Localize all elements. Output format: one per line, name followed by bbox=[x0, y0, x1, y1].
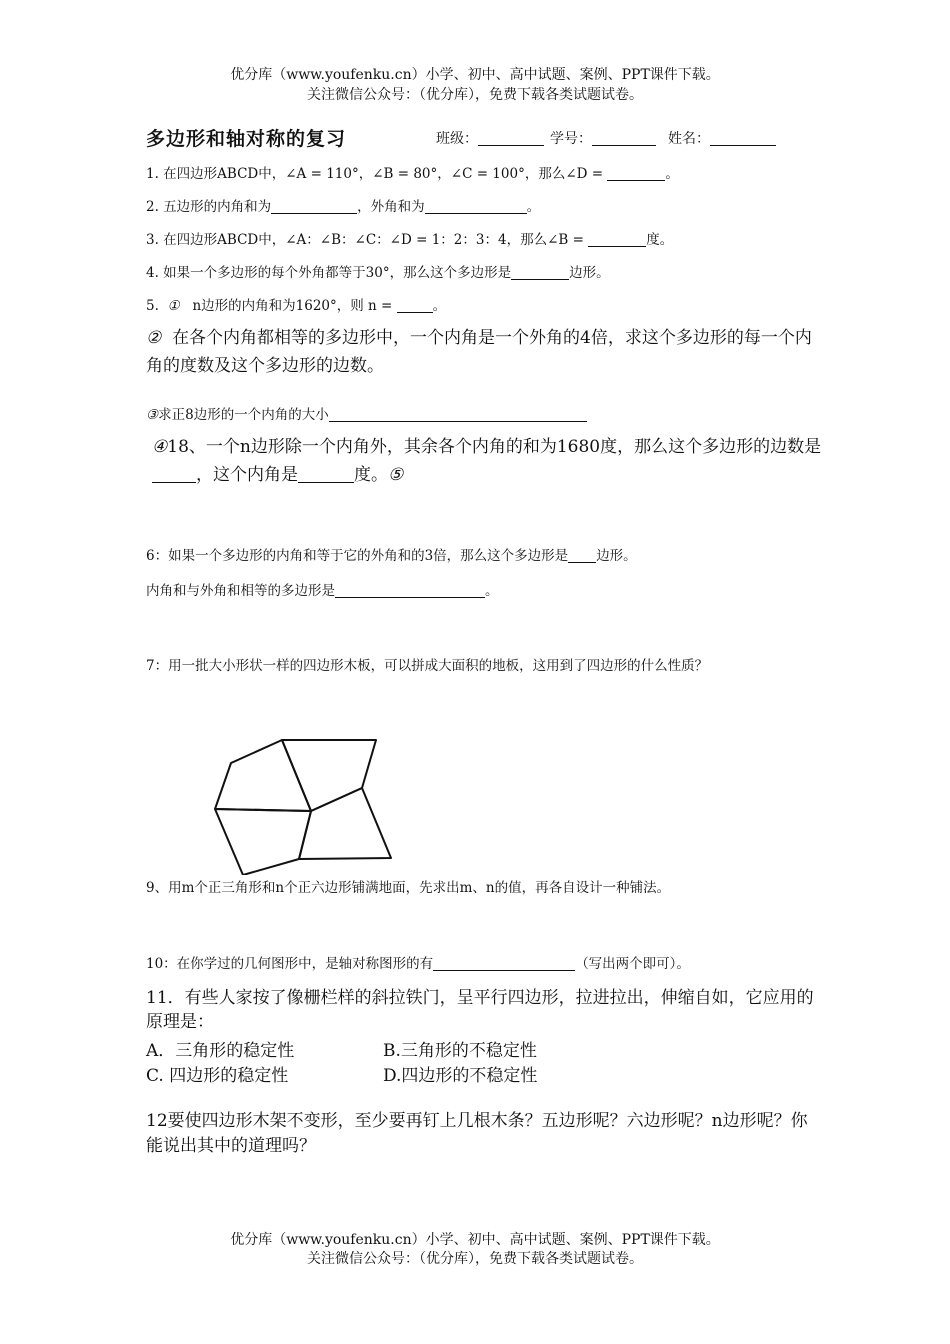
option-d[interactable]: D.四边形的不稳定性 bbox=[383, 1066, 538, 1086]
question-2-text-b: ，外角和为 bbox=[357, 199, 425, 215]
circle-4-marker: ④ bbox=[152, 437, 168, 457]
question-7-text: 7：用一批大小形状一样的四边形木板，可以拼成大面积的地板，这用到了四边形的什么性质？ bbox=[146, 658, 709, 674]
question-5-end: 。 bbox=[432, 298, 447, 314]
answer-blank-1[interactable] bbox=[607, 167, 665, 182]
name-blank[interactable] bbox=[710, 131, 776, 146]
answer-blank-5-4a[interactable] bbox=[152, 465, 196, 483]
number-blank[interactable] bbox=[592, 131, 656, 146]
question-5-2 bbox=[146, 324, 816, 380]
circle-1-marker: ① bbox=[167, 298, 180, 314]
question-5-4-end: 度。 bbox=[354, 465, 388, 485]
question-5-2-text: 在各个内角都相等的多边形中，一个内角是一个外角的4倍，求这个多边形的每一个内角的度数及这个多边形的边数。 bbox=[146, 328, 812, 376]
quadrilateral-tiling-figure bbox=[205, 735, 405, 875]
class-field[interactable] bbox=[436, 128, 544, 148]
question-5-3 bbox=[146, 405, 587, 425]
question-6-end: 边形。 bbox=[596, 548, 637, 564]
answer-blank-2b[interactable] bbox=[425, 200, 527, 215]
question-1-end: 。 bbox=[665, 166, 679, 182]
footer-line-2: 关注微信公众号：（优分库），免费下载各类试题试卷。 bbox=[307, 1251, 643, 1267]
question-1-text: 1. 在四边形ABCD中，∠A = 110°，∠B = 80°，∠C = 100°，那么∠D = bbox=[146, 166, 604, 182]
tile-quad-2 bbox=[282, 740, 376, 811]
answer-blank-10[interactable] bbox=[433, 957, 575, 972]
name-field[interactable] bbox=[668, 128, 776, 148]
question-12-text: 12要使四边形木架不变形，至少要再钉上几根木条？五边形呢？六边形呢？n边形呢？你能说出其中的道理吗？ bbox=[146, 1111, 808, 1156]
answer-blank-4[interactable] bbox=[511, 266, 569, 281]
question-1 bbox=[146, 164, 679, 184]
question-10 bbox=[146, 954, 690, 974]
circle-3-marker: ③ bbox=[146, 407, 159, 423]
question-12 bbox=[146, 1109, 814, 1159]
option-c[interactable]: C. 四边形的稳定性 bbox=[146, 1066, 289, 1086]
number-label: 学号： bbox=[550, 131, 592, 147]
question-4 bbox=[146, 263, 610, 283]
header-line-2: 关注微信公众号：（优分库），免费下载各类试题试卷。 bbox=[307, 87, 643, 103]
circle-5-marker: ⑤ bbox=[388, 465, 404, 485]
question-5-4-text: 18、一个n边形除一个内角外，其余各个内角的和为1680度，那么这个多边形的边数是 bbox=[167, 437, 822, 457]
question-2-text-a: 2. 五边形的内角和为 bbox=[146, 199, 272, 215]
answer-blank-3[interactable] bbox=[588, 233, 646, 248]
answer-blank-5-4b[interactable] bbox=[298, 465, 354, 483]
question-6b-text: 内角和与外角和相等的多边形是 bbox=[146, 583, 335, 599]
question-3-end: 度。 bbox=[646, 232, 674, 248]
question-10-end: （写出两个即可）。 bbox=[575, 956, 690, 972]
question-11 bbox=[146, 986, 826, 1034]
question-6-text: 6：如果一个多边形的内角和等于它的外角和的3倍，那么这个多边形是 bbox=[146, 548, 569, 564]
question-5-text: n边形的内角和为1620°，则 n = bbox=[192, 298, 393, 314]
question-5-4 bbox=[152, 433, 822, 489]
tile-quad-3 bbox=[215, 809, 311, 875]
class-label: 班级： bbox=[436, 131, 478, 147]
question-6 bbox=[146, 546, 637, 566]
question-3-text: 3. 在四边形ABCD中，∠A：∠B：∠C：∠D = 1：2：3：4，那么∠B = bbox=[146, 232, 584, 248]
question-5 bbox=[146, 296, 446, 316]
option-b[interactable]: B.三角形的不稳定性 bbox=[383, 1041, 537, 1061]
footer-line-1: 优分库（www.youfenku.cn）小学、初中、高中试题、案例、PPT课件下载。 bbox=[230, 1232, 720, 1248]
page-title: 多边形和轴对称的复习 bbox=[146, 128, 347, 150]
question-3 bbox=[146, 230, 673, 250]
answer-blank-6[interactable] bbox=[568, 549, 596, 564]
option-a[interactable]: A．三角形的稳定性 bbox=[146, 1041, 295, 1061]
question-5-number: 5. bbox=[146, 298, 159, 314]
name-label: 姓名： bbox=[668, 131, 710, 147]
answer-blank-5-3[interactable] bbox=[329, 408, 587, 423]
question-5-3-text: 求正8边形的一个内角的大小 bbox=[158, 407, 329, 423]
question-9-text: 9、用m个正三角形和n个正六边形铺满地面，先求出m、n的值，再各自设计一种铺法。 bbox=[146, 880, 671, 896]
question-6b-end: 。 bbox=[485, 583, 499, 599]
tile-quad-4 bbox=[299, 788, 391, 859]
circle-2-marker: ② bbox=[146, 328, 162, 348]
question-4-end: 边形。 bbox=[569, 265, 610, 281]
number-field[interactable] bbox=[550, 128, 656, 148]
answer-blank-5[interactable] bbox=[397, 299, 433, 314]
question-11-text: 11．有些人家按了像栅栏样的斜拉铁门，呈平行四边形，拉进拉出，伸缩自如，它应用的原理是： bbox=[146, 988, 814, 1032]
answer-blank-6b[interactable] bbox=[335, 584, 485, 599]
question-4-text: 4. 如果一个多边形的每个外角都等于30°，那么这个多边形是 bbox=[146, 265, 512, 281]
question-9 bbox=[146, 878, 670, 898]
question-2 bbox=[146, 197, 540, 217]
class-blank[interactable] bbox=[478, 131, 544, 146]
header-line-1: 优分库（www.youfenku.cn）小学、初中、高中试题、案例、PPT课件下载。 bbox=[230, 67, 720, 83]
question-10-text: 10：在你学过的几何图形中，是轴对称图形的有 bbox=[146, 956, 434, 972]
answer-blank-2a[interactable] bbox=[271, 200, 357, 215]
question-2-end: 。 bbox=[526, 199, 541, 215]
question-7 bbox=[146, 655, 826, 678]
question-6b bbox=[146, 581, 499, 601]
question-5-4-mid: ，这个内角是 bbox=[196, 465, 298, 485]
